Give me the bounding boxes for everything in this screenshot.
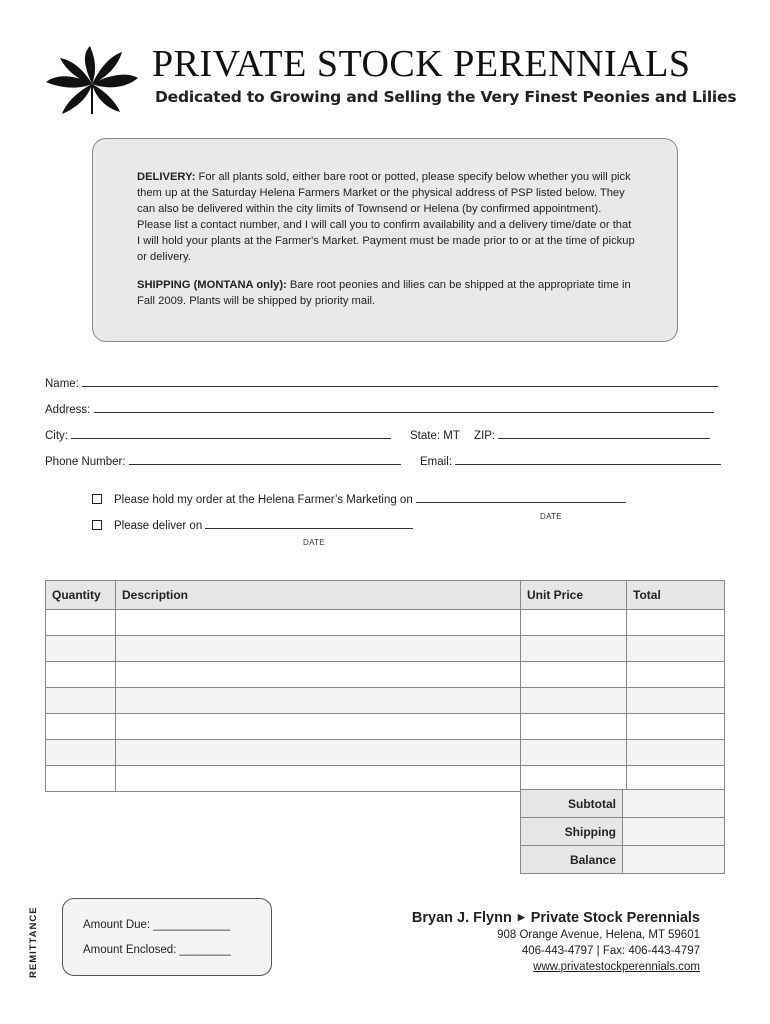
subtotal-value[interactable] xyxy=(623,790,725,818)
table-row xyxy=(46,688,725,714)
table-header-row xyxy=(46,581,725,610)
amount-due-row xyxy=(83,919,230,931)
shipping-row xyxy=(521,818,725,846)
deliver-label: Please deliver on xyxy=(114,520,203,532)
amount-due-field[interactable]: ____________ xyxy=(153,919,231,931)
contact-business: Private Stock Perennials xyxy=(530,910,700,926)
remittance-box xyxy=(62,898,272,976)
phone-row xyxy=(45,454,401,468)
header-quantity: Quantity xyxy=(46,581,116,610)
table-row xyxy=(46,740,725,766)
shipping-value[interactable] xyxy=(623,818,725,846)
contact-person: Bryan J. Flynn xyxy=(411,910,512,926)
email-field[interactable] xyxy=(455,454,721,465)
contact-block xyxy=(412,910,700,975)
contact-address: 908 Orange Avenue, Helena, MT 59601 xyxy=(497,929,700,941)
phone-label: Phone Number: xyxy=(45,456,126,468)
email-label: Email: xyxy=(420,456,452,468)
name-field[interactable] xyxy=(82,376,718,387)
lily-flower-icon xyxy=(44,44,140,116)
city-field[interactable] xyxy=(71,428,391,439)
contact-phones: 406-443-4797 | Fax: 406-443-4797 xyxy=(521,945,700,957)
shipping-paragraph xyxy=(137,277,637,309)
email-row xyxy=(420,454,721,468)
website-link[interactable]: www.privatestockperennials.com xyxy=(533,961,700,973)
hold-date-caption: DATE xyxy=(540,512,562,521)
table-row xyxy=(46,766,725,792)
header-total: Total xyxy=(627,581,725,610)
zip-label: ZIP: xyxy=(474,430,496,442)
subtotal-row xyxy=(521,790,725,818)
phone-field[interactable] xyxy=(129,454,401,465)
address-row xyxy=(45,402,714,416)
hold-order-option xyxy=(92,492,626,506)
state-zip-row xyxy=(410,428,710,442)
name-row xyxy=(45,376,718,390)
amount-due-label: Amount Due: xyxy=(83,919,151,931)
order-table xyxy=(45,580,725,792)
deliver-option xyxy=(92,518,413,532)
subtotal-label: Subtotal xyxy=(521,790,623,818)
deliver-checkbox[interactable] xyxy=(92,520,102,530)
hold-order-label: Please hold my order at the Helena Farmer’s Marketing on xyxy=(114,494,413,506)
hold-order-checkbox[interactable] xyxy=(92,494,102,504)
shipping-label: Shipping xyxy=(521,818,623,846)
remittance-label: REMITTANCE xyxy=(28,906,39,978)
totals-table xyxy=(520,789,725,874)
address-label: Address: xyxy=(45,404,91,416)
city-row xyxy=(45,428,391,442)
amount-enclosed-row xyxy=(83,944,231,956)
amount-enclosed-field[interactable]: ________ xyxy=(179,944,231,956)
table-row xyxy=(46,662,725,688)
name-label: Name: xyxy=(45,378,79,390)
delivery-paragraph xyxy=(137,169,637,265)
contact-heading xyxy=(412,910,700,926)
balance-label: Balance xyxy=(521,846,623,874)
hold-date-field[interactable] xyxy=(416,492,626,503)
address-field[interactable] xyxy=(94,402,714,413)
triangle-right-icon: ▶ xyxy=(517,912,525,922)
deliver-date-field[interactable] xyxy=(205,518,413,529)
table-row xyxy=(46,636,725,662)
header-unit-price: Unit Price xyxy=(521,581,627,610)
deliver-date-caption: DATE xyxy=(303,538,325,547)
page-title: PRIVATE STOCK PERENNIALS xyxy=(152,43,691,85)
state-label: State: MT xyxy=(410,430,460,442)
table-row xyxy=(46,610,725,636)
info-box xyxy=(92,138,678,342)
delivery-heading: DELIVERY: xyxy=(137,171,196,183)
table-row xyxy=(46,714,725,740)
balance-value[interactable] xyxy=(623,846,725,874)
zip-field[interactable] xyxy=(498,428,710,439)
balance-row xyxy=(521,846,725,874)
amount-enclosed-label: Amount Enclosed: xyxy=(83,944,177,956)
shipping-text: Bare root peonies and lilies can be shipped at the appropriate time in Fall 2009. Plants will be shipped by priority mail. xyxy=(137,279,631,307)
city-label: City: xyxy=(45,430,68,442)
page-subtitle: Dedicated to Growing and Selling the Very Finest Peonies and Lilies xyxy=(155,88,737,106)
delivery-text: For all plants sold, either bare root or potted, please specify below whether you will pick them up at the Saturday Helena Farmers Market or the physical address of PSP listed below. They can also be delivered within the city limits of Townsend or Helena (by confirmed appointment). Please list a contact number, and I will call you to confirm availability and a delivery time/date or that I will hold your plants at the Farmer's Market. Payment must be made prior to or at the time of pickup or delivery. xyxy=(137,171,635,263)
header-description: Description xyxy=(116,581,521,610)
shipping-heading: SHIPPING (MONTANA only): xyxy=(137,279,287,291)
